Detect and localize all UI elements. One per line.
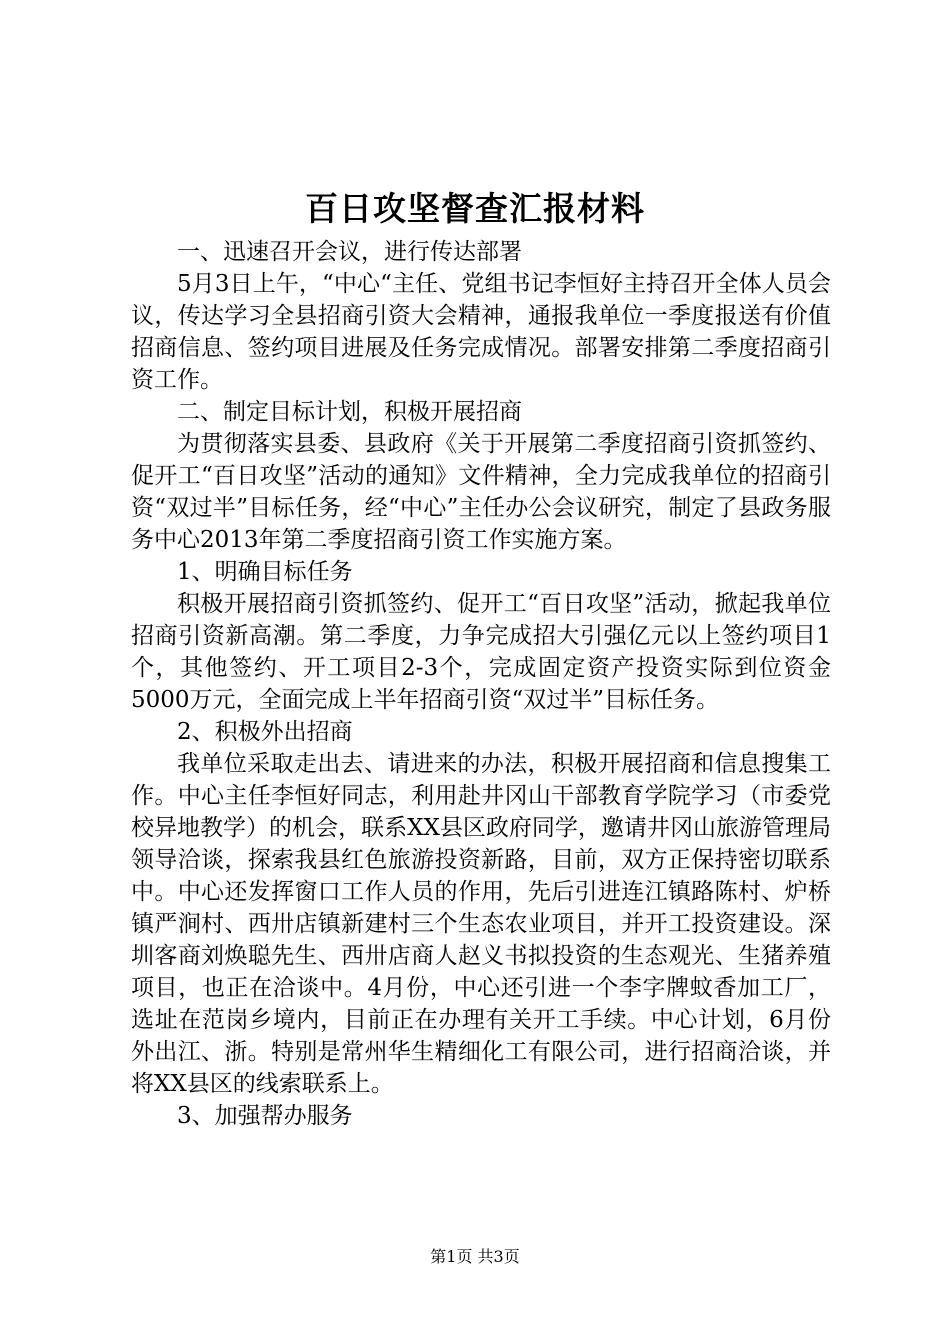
document-title: 百日攻坚督查汇报材料 bbox=[305, 189, 645, 228]
paragraph: 为贯彻落实县委、县政府《关于开展第二季度招商引资抓签约、促开工“百日攻坚”活动的通知》文件精神，全力完成我单位的招商引资“双过半”目标任务，经“中心”主任办公会议研究，制定了县政务服务中心2013年第二季度招商引资工作实施方案。 bbox=[131, 431, 831, 553]
paragraph: 积极开展招商引资抓签约、促开工“百日攻坚”活动，掀起我单位招商引资新高潮。第二季度，力争完成招大引强亿元以上签约项目1个，其他签约、开工项目2-3个，完成固定资产投资实际到位资金5000万元，全面完成上半年招商引资“双过半”目标任务。 bbox=[131, 591, 831, 713]
section-heading: 二、制定目标计划，积极开展招商 bbox=[177, 399, 522, 425]
section-heading: 一、迅速召开会议，进行传达部署 bbox=[177, 239, 522, 265]
section-heading: 2、积极外出招商 bbox=[177, 719, 353, 745]
section-heading: 3、加强帮办服务 bbox=[177, 1103, 353, 1129]
paragraph: 我单位采取走出去、请进来的办法，积极开展招商和信息搜集工作。中心主任李恒好同志，利用赴井冈山干部教育学院学习（市委党校异地教学）的机会，联系XX县区政府同学，邀请井冈山旅游管理局领导洽谈，探索我县红色旅游投资新路，目前，双方正保持密切联系中。中心还发挥窗口工作人员的作用，先后引进连江镇路陈村、炉桥镇严涧村、西卅店镇新建村三个生态农业项目，并开工投资建设。深圳客商刘焕聪先生、西卅店商人赵义书拟投资的生态观光、生猪养殖项目，也正在洽谈中。4月份，中心还引进一个李字牌蚊香加工厂，选址在范岗乡境内，目前正在办理有关开工手续。中心计划，6月份外出江、浙。特别是常州华生精细化工有限公司，进行招商洽谈，并将XX县区的线索联系上。 bbox=[131, 751, 831, 1097]
page-number-footer: 第1页 共3页 bbox=[430, 1247, 520, 1266]
paragraph: 5月3日上午，“中心“主任、党组书记李恒好主持召开全体人员会议，传达学习全县招商引资大会精神，通报我单位一季度报送有价值招商信息、签约项目进展及任务完成情况。部署安排第二季度招商引资工作。 bbox=[131, 271, 831, 393]
section-heading: 1、明确目标任务 bbox=[177, 559, 353, 585]
document-body bbox=[131, 236, 831, 1132]
